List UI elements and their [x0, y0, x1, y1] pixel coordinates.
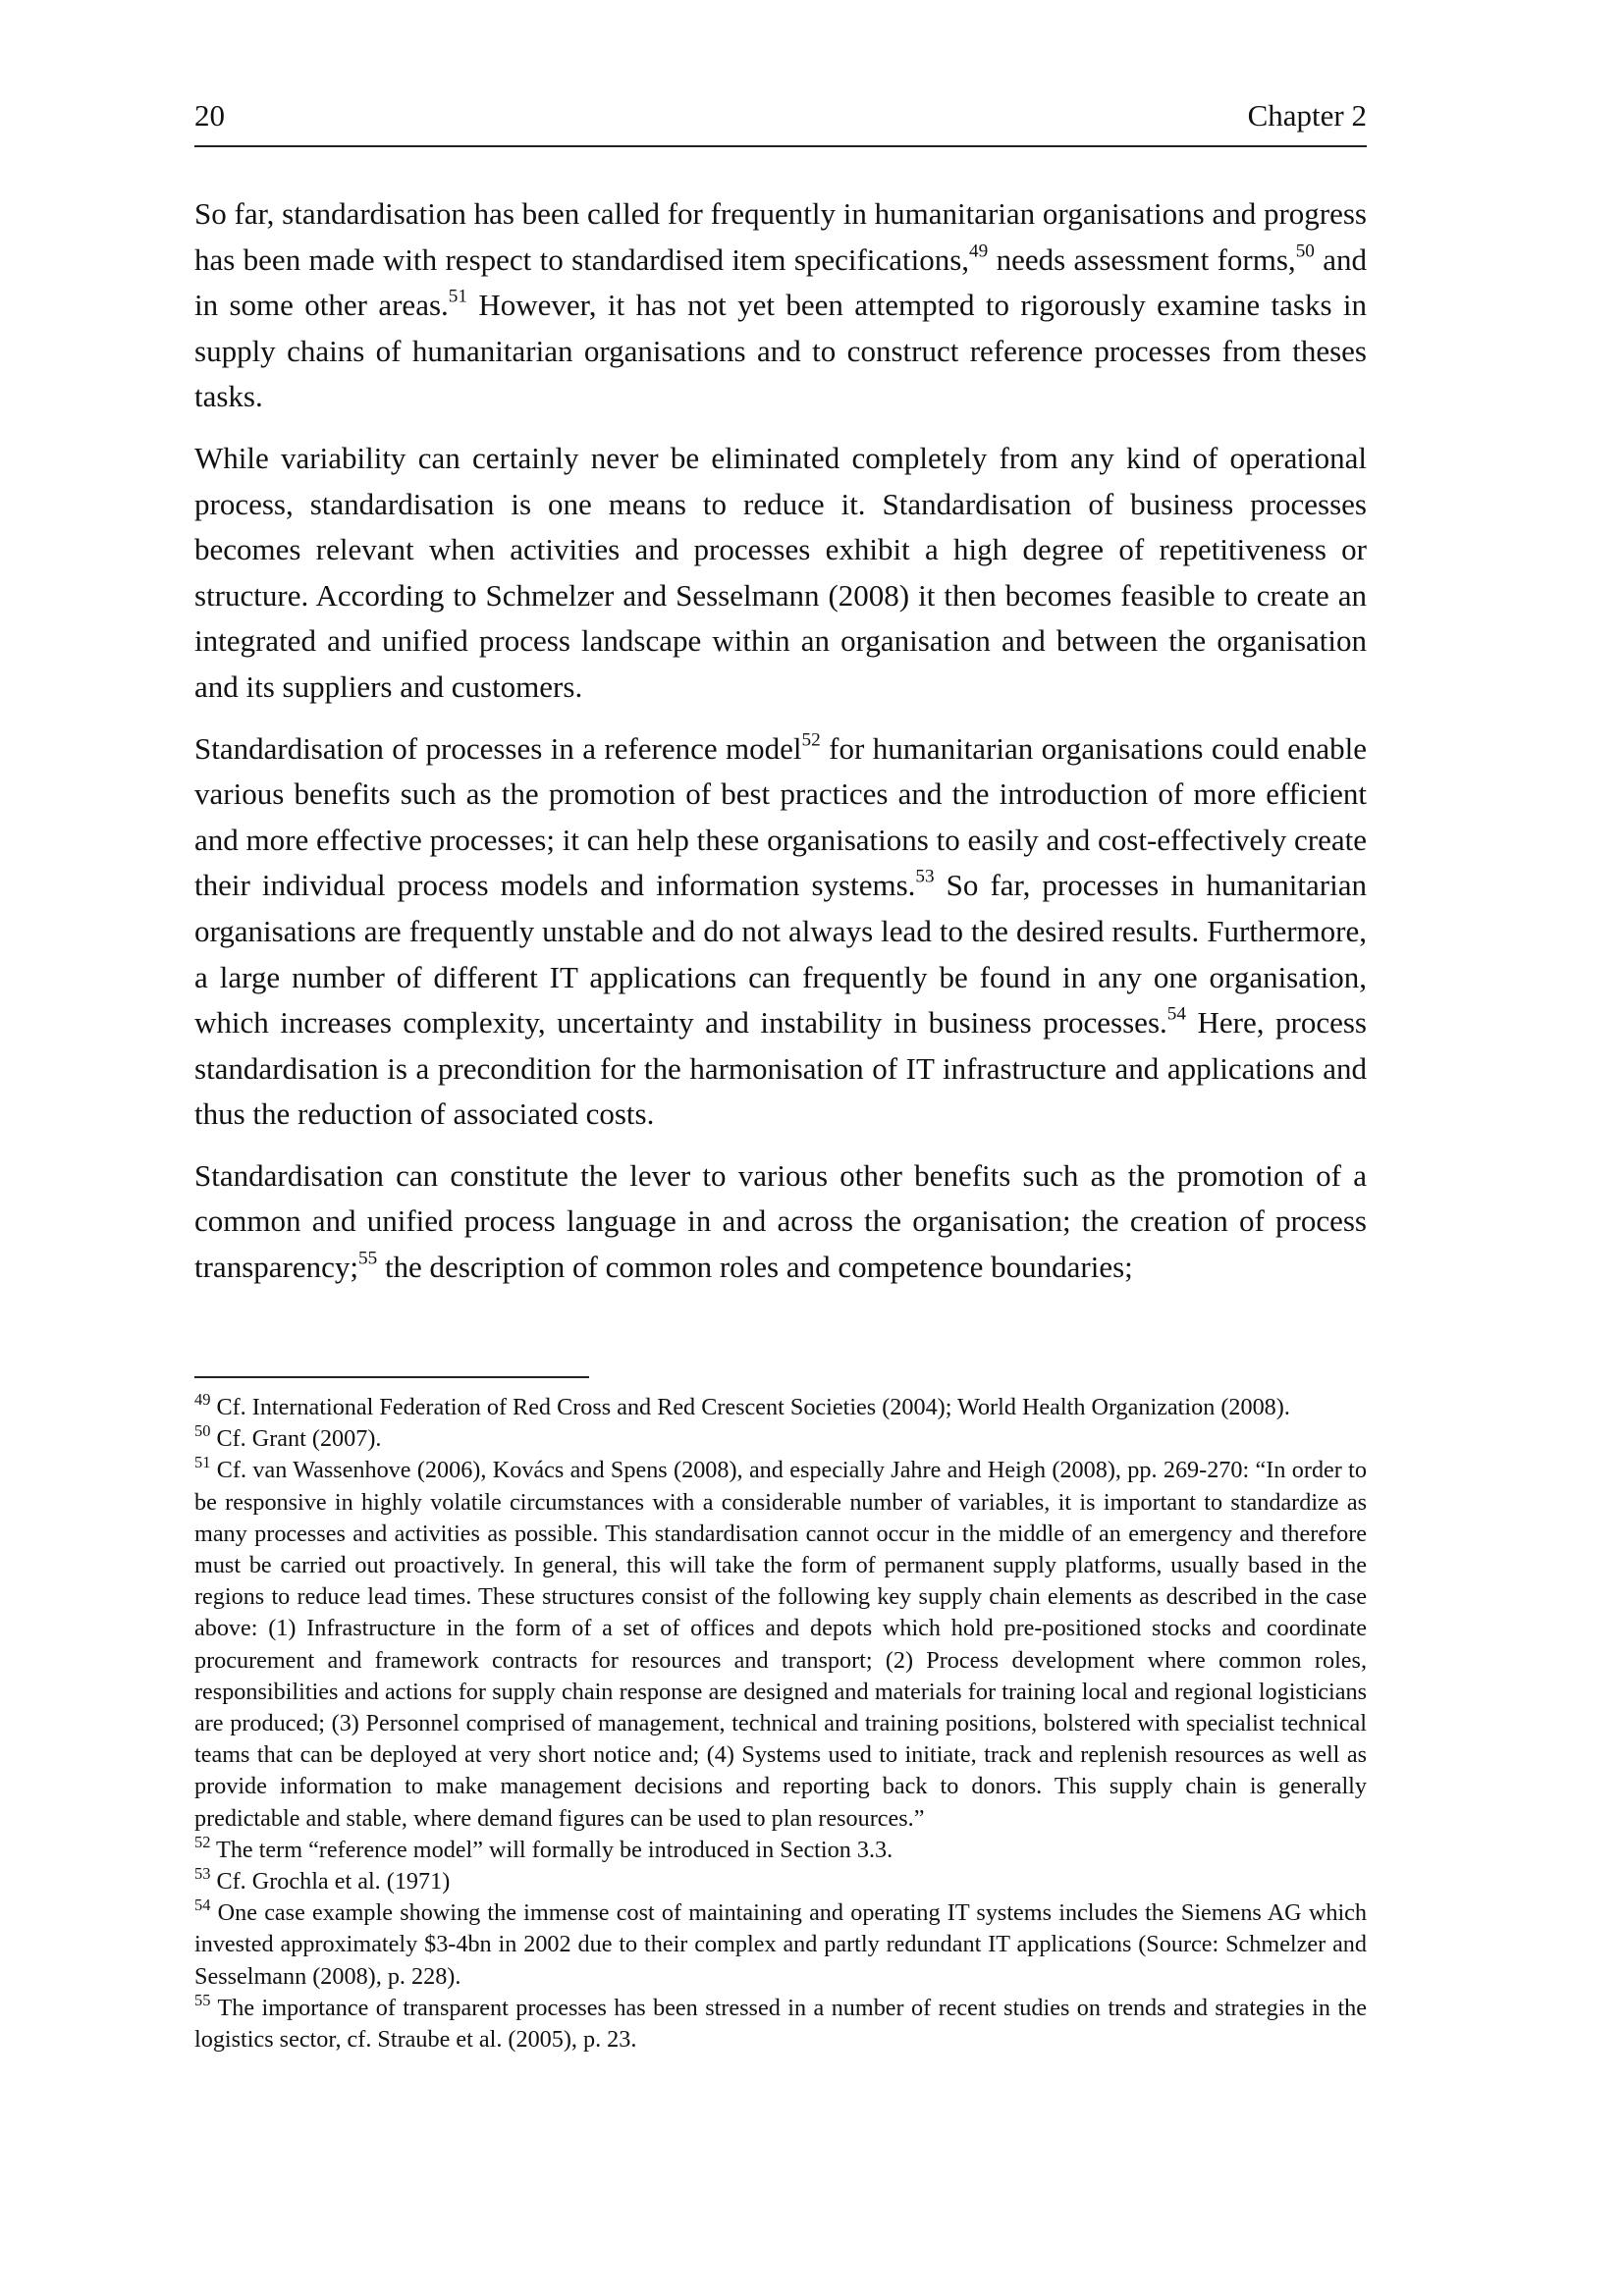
paragraph — [194, 191, 1367, 420]
footnote-ref: 50 — [1295, 240, 1315, 262]
footnote-text: Cf. Grant (2007). — [210, 1425, 382, 1453]
page-number: 20 — [194, 98, 225, 133]
footnote-number: 53 — [194, 1863, 211, 1883]
footnote — [194, 1897, 1367, 1993]
paragraph — [194, 436, 1367, 711]
text-run: However, it has not yet been attempted to rigorously examine tasks in supply chains of humanitarian organisations and to construct reference processes from theses tasks. — [194, 288, 1367, 414]
text-run: Here, process standardisation is a precondition for the harmonisation of IT infrastructure and applications and thus the reduction of associated costs. — [194, 1005, 1367, 1132]
text-run: So far, processes in humanitarian organisations are frequently unstable and do not always lead to the desired results. Furthermore, a large number of different IT applications can frequently be found in any one organisation, which increases complexity, uncertainty and instability in business processes. — [194, 868, 1367, 1041]
footnote-number: 51 — [194, 1453, 211, 1472]
footnote — [194, 1389, 1367, 1423]
footnote-text: The term “reference model” will formally be introduced in Section 3.3. — [210, 1836, 893, 1863]
footnote — [194, 1423, 1367, 1455]
footnote-text: Cf. Grochla et al. (1971) — [210, 1868, 451, 1896]
text-run: the description of common roles and competence boundaries; — [377, 1250, 1133, 1285]
footnote-text: Cf. van Wassenhove (2006), Kovács and Spens (2008), and especially Jahre and Heigh (2008), pp. 269-270: “In order to be responsive in highly volatile circumstances with a considerable number of variables, it is important to standardize as many processes and activities as possible. This standardisation cannot occur in the middle of an emergency and therefore must be carried out proactively. In general, this will take the form of permanent supply platforms, usually based in the regions to reduce lead times. These structures consist of the following key supply chain elements as described in the case above: (1) Infrastructure in the form of a set of offices and depots which hold pre-positioned stocks and coordinate procurement and framework contracts for resources and transport; (2) Process development where common roles, responsibilities and actions for supply chain response are designed and materials for training local and regional logisticians are produced; (3) Personnel comprised of management, technical and training positions, bolstered with specialist technical teams that can be deployed at very short notice and; (4) Systems used to initiate, track and replenish resources as well as provide information to make management decisions and reporting back to donors. This supply chain is generally predictable and stable, where demand figures can be used to plan resources.” — [194, 1457, 1367, 1832]
text-run: needs assessment forms, — [988, 241, 1296, 277]
footnote-number: 50 — [194, 1421, 211, 1441]
footnote-text: One case example showing the immense cost of maintaining and operating IT systems includes the Siemens AG which invested approximately $3-4bn in 2002 due to their complex and partly redundant IT applications (Source: Schmelzer and Sesselmann (2008), p. 228). — [194, 1899, 1367, 1990]
footnote-ref: 55 — [357, 1248, 378, 1269]
paragraph — [194, 1153, 1367, 1291]
footnote-number: 55 — [194, 1990, 211, 2009]
footnote — [194, 1990, 1367, 2056]
text-run: So far, standardisation has been called for frequently in humanitarian organisations and progress has been made with respect to standardised item specifications, — [194, 196, 1367, 277]
running-header — [194, 98, 1367, 147]
footnote-ref: 51 — [448, 286, 467, 307]
footnotes — [194, 1389, 1367, 2056]
footnote-text: Cf. International Federation of Red Cross and Red Crescent Societies (2004); World Health Organization (2008). — [210, 1394, 1290, 1420]
footnote-ref: 54 — [1166, 1003, 1186, 1025]
footnote — [194, 1863, 1367, 1897]
body-text — [194, 191, 1367, 1307]
footnote-ref: 49 — [969, 240, 989, 262]
chapter-title: Chapter 2 — [1247, 98, 1367, 133]
footnote — [194, 1832, 1367, 1866]
footnote-number: 52 — [194, 1832, 211, 1851]
text-run: for humanitarian organisations could enable various benefits such as the promotion of best practices and the introduction of more efficient and more effective processes; it can help these organisations to easily and cost-effectively create their individual process models and information systems. — [194, 730, 1367, 903]
footnote-text: The importance of transparent processes has been stressed in a number of recent studies on trends and strategies in the logistics sector, cf. Straube et al. (2005), p. 23. — [194, 1994, 1367, 2054]
text-run: While variability can certainly never be eliminated completely from any kind of operational process, standardisation is one means to reduce it. Standardisation of business processes becomes relevant when activities and processes exhibit a high degree of repetitiveness or structure. According to Schmelzer and Sesselmann (2008) it then becomes feasible to create an integrated and unified process landscape within an organisation and between the organisation and its suppliers and customers. — [194, 440, 1367, 704]
text-run: Standardisation can constitute the lever to various other benefits such as the promotion of a common and unified process language in and across the organisation; the creation of process transparency; — [194, 1157, 1367, 1285]
footnote-ref: 52 — [801, 729, 821, 751]
footnote-ref: 53 — [915, 866, 935, 887]
footnote-number: 49 — [194, 1389, 211, 1409]
footnote-separator — [194, 1376, 589, 1378]
footnote-number: 54 — [194, 1896, 211, 1915]
text-run: and in some other areas. — [194, 241, 1367, 323]
text-run: Standardisation of processes in a reference model — [194, 730, 802, 766]
footnote — [194, 1455, 1367, 1834]
paragraph — [194, 726, 1367, 1138]
